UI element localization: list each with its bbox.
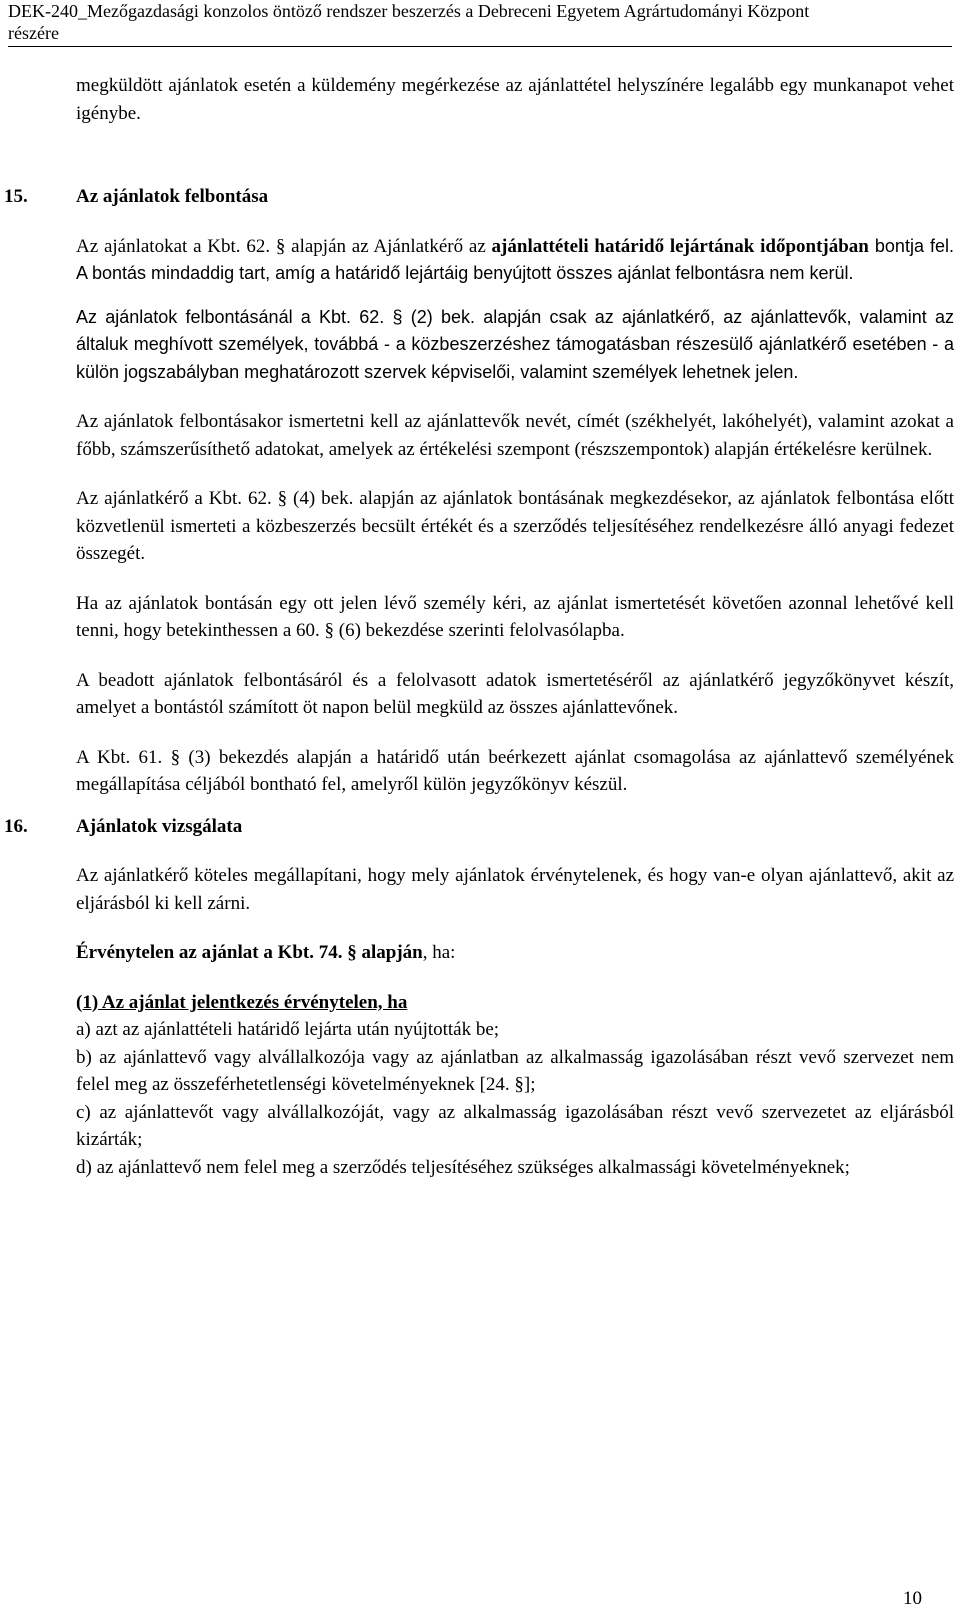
invalid-item-d: d) az ajánlattevő nem felel meg a szerződés teljesítéséhez szükséges alkalmassági követelményeknek; bbox=[76, 1156, 850, 1178]
section-15-heading bbox=[4, 183, 954, 211]
invalid-subheading bbox=[76, 989, 954, 1017]
section-16-paragraph-1: Az ajánlatkérő köteles megállapítani, hogy mely ajánlatok érvénytelenek, és hogy van-e olyan ajánlattevő, akit az eljárásból ki kell zárni. bbox=[76, 865, 954, 914]
header-line-1: DEK-240_Mezőgazdasági konzolos öntöző rendszer beszerzés a Debreceni Egyetem Agrártudományi Központ bbox=[8, 1, 810, 21]
section-16-heading bbox=[4, 813, 954, 841]
section-16-number: 16. bbox=[4, 815, 28, 837]
invalid-intro-rest: , ha: bbox=[422, 942, 456, 963]
section-15-paragraph-7: A Kbt. 61. § (3) bekezdés alapján a határidő után beérkezett ajánlat csomagolása az ajánlattevő személyének megállapítása céljából bontható fel, amelyről külön jegyzőkönyv készül. bbox=[76, 746, 954, 795]
section-15-paragraph-4: Az ajánlatkérő a Kbt. 62. § (4) bek. alapján az ajánlatok bontásának megkezdésekor, az ajánlatok felbontása előtt közvetlenül ismerteti a közbeszerzés becsült értékét és a szerződés teljesítéséhez rendelkezésre álló anyagi fedezet összegét. bbox=[76, 488, 954, 564]
document-body bbox=[4, 72, 955, 1181]
section-15-paragraph-5: Ha az ajánlatok bontásán egy ott jelen lévő személy kéri, az ajánlat ismertetését követően azonnal lehetővé kell tenni, hogy betekinthessen a 60. § (6) bekezdése szerinti felolvasólapba. bbox=[76, 592, 954, 641]
invalid-item-b: b) az ajánlattevő vagy alvállalkozója vagy az ajánlatban az alkalmasság igazolásában részt vevő szervezet nem felel meg az összeférhetetlenségi követelményeknek [24. §]; bbox=[76, 1046, 954, 1095]
section-15-paragraph-6: A beadott ajánlatok felbontásáról és a felolvasott adatok ismertetéséről az ajánlatkérő jegyzőkönyvet készít, amelyet a bontástól számított öt napon belül megküld az összes ajánlattevőnek. bbox=[76, 669, 954, 718]
s15-p2-a: Az ajánlatok felbontásánál a Kbt. 62. § (2) bek. bbox=[76, 306, 475, 327]
s15-p1-a: Az ajánlatokat a Kbt. 62. § alapján az Ajánlatkérő az bbox=[76, 235, 492, 257]
s15-p1-c: bontja fel. A bontás mindaddig tart, amíg a határidő lejártáig benyújtott összes ajánlat felbontásra nem kerül. bbox=[76, 235, 955, 283]
section-15-paragraph-1 bbox=[76, 233, 954, 288]
section-15-paragraph-3: Az ajánlatok felbontásakor ismertetni kell az ajánlattevők nevét, címét (székhelyét, lakóhelyét), valamint azokat a főbb, számszerűsíthető adatokat, amelyek az értékelési szempont (részszempontok) alapján értékelésre kerülnek. bbox=[76, 411, 954, 460]
section-15-number: 15. bbox=[4, 186, 28, 207]
s15-p2-b: alapján csak az ajánlatkérő, az ajánlattevők, valamint az általuk meghívott személyek, továbbá - a közbeszerzéshez támogatásban részesülő ajánlatkérő esetében - a külön jogszabályban meghatározott szervek képviselői, valamint személyek lehetnek jelen. bbox=[76, 306, 954, 382]
s15-p1-b: ajánlattételi határidő lejártának időpontjában bbox=[491, 235, 869, 257]
invalid-item-a: a) azt az ajánlattételi határidő lejárta után nyújtották be; bbox=[76, 1019, 500, 1040]
page-number: 10 bbox=[903, 1588, 922, 1609]
invalid-intro-bold: Érvénytelen az ajánlat a Kbt. 74. § alapján bbox=[76, 942, 423, 963]
section-15-paragraph-2 bbox=[76, 304, 954, 387]
header-line-2: részére bbox=[8, 23, 59, 43]
section-15-title: Az ajánlatok felbontása bbox=[76, 186, 269, 207]
intro-paragraph: megküldött ajánlatok esetén a küldemény megérkezése az ajánlattétel helyszínére legalább egy munkanapot vehet igénybe. bbox=[76, 75, 954, 124]
section-16-title: Ajánlatok vizsgálata bbox=[76, 815, 243, 837]
invalid-intro bbox=[76, 939, 954, 967]
invalid-item-c: c) az ajánlattevőt vagy alvállalkozóját, vagy az alkalmasság igazolásában részt vevő szervezetet az eljárásból kizárták; bbox=[76, 1101, 954, 1150]
page-header bbox=[8, 0, 952, 47]
invalid-subheading-text: (1) Az ajánlat jelentkezés érvénytelen, ha bbox=[76, 991, 408, 1013]
